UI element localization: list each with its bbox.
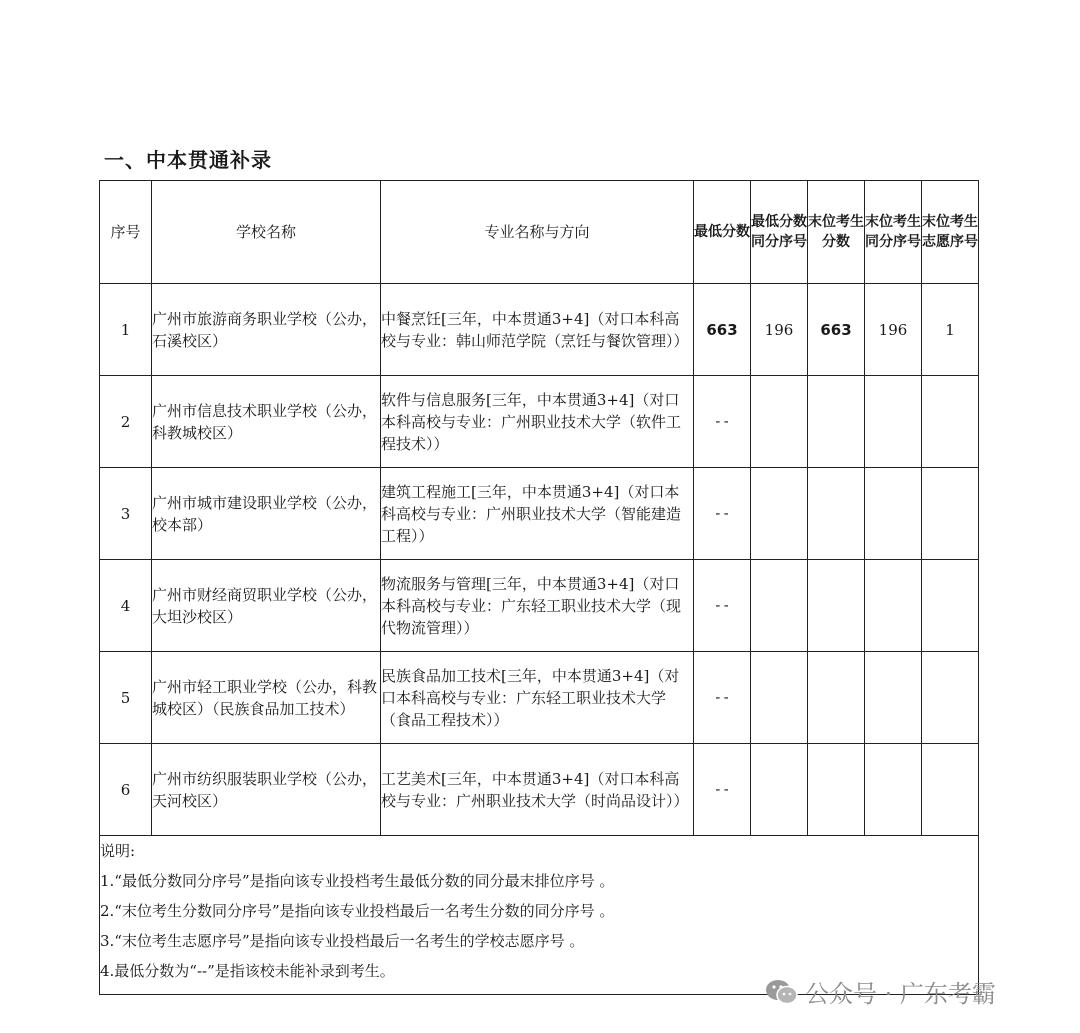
cell-min-rank bbox=[751, 376, 808, 468]
cell-min-rank bbox=[751, 652, 808, 744]
cell-major: 物流服务与管理[三年，中本贯通3+4]（对口本科高校与专业：广东轻工职业技术大学（现代物流管理）） bbox=[381, 560, 694, 652]
header-last-rank: 末位考生同分序号 bbox=[865, 181, 922, 284]
cell-last-rank: 196 bbox=[865, 284, 922, 376]
cell-last-pref bbox=[922, 468, 979, 560]
cell-min-score: -- bbox=[694, 560, 751, 652]
cell-major: 软件与信息服务[三年，中本贯通3+4]（对口本科高校与专业：广州职业技术大学（软件工程技术）） bbox=[381, 376, 694, 468]
admission-table bbox=[99, 180, 979, 995]
cell-last-pref bbox=[922, 560, 979, 652]
cell-major: 建筑工程施工[三年，中本贯通3+4]（对口本科高校与专业：广州职业技术大学（智能建造工程）） bbox=[381, 468, 694, 560]
header-min-score: 最低分数 bbox=[694, 181, 751, 284]
table-row bbox=[100, 560, 979, 652]
cell-min-rank bbox=[751, 560, 808, 652]
cell-last-score: 663 bbox=[808, 284, 865, 376]
cell-min-rank bbox=[751, 744, 808, 836]
cell-min-rank bbox=[751, 468, 808, 560]
header-major: 专业名称与方向 bbox=[381, 181, 694, 284]
notes-cell bbox=[100, 836, 979, 995]
cell-last-pref bbox=[922, 652, 979, 744]
header-last-pref: 末位考生志愿序号 bbox=[922, 181, 979, 284]
note-line: 4.最低分数为“--”是指该校未能补录到考生。 bbox=[100, 962, 395, 980]
cell-major: 民族食品加工技术[三年，中本贯通3+4]（对口本科高校与专业：广东轻工职业技术大学（食品工程技术）） bbox=[381, 652, 694, 744]
notes-title: 说明: bbox=[100, 842, 136, 860]
note-line: 1.“最低分数同分序号”是指向该专业投档考生最低分数的同分最末排位序号 。 bbox=[100, 872, 615, 890]
cell-seq: 6 bbox=[100, 744, 152, 836]
cell-last-rank bbox=[865, 376, 922, 468]
cell-last-score bbox=[808, 744, 865, 836]
table-row bbox=[100, 744, 979, 836]
cell-min-score: -- bbox=[694, 652, 751, 744]
table-row bbox=[100, 376, 979, 468]
table-row bbox=[100, 652, 979, 744]
header-row bbox=[100, 181, 979, 284]
cell-seq: 1 bbox=[100, 284, 152, 376]
cell-school: 广州市信息技术职业学校（公办，科教城校区） bbox=[152, 376, 381, 468]
cell-last-rank bbox=[865, 468, 922, 560]
cell-school: 广州市纺织服装职业学校（公办，天河校区） bbox=[152, 744, 381, 836]
cell-seq: 3 bbox=[100, 468, 152, 560]
note-line: 2.“末位考生分数同分序号”是指向该专业投档最后一名考生分数的同分序号 。 bbox=[100, 902, 615, 920]
cell-major: 中餐烹饪[三年，中本贯通3+4]（对口本科高校与专业：韩山师范学院（烹饪与餐饮管理）） bbox=[381, 284, 694, 376]
cell-min-score: 663 bbox=[694, 284, 751, 376]
cell-min-rank: 196 bbox=[751, 284, 808, 376]
cell-last-pref bbox=[922, 744, 979, 836]
notes-row bbox=[100, 836, 979, 995]
cell-last-score bbox=[808, 468, 865, 560]
cell-min-score: -- bbox=[694, 376, 751, 468]
section-title: 一、中本贯通补录 bbox=[104, 148, 272, 172]
cell-school: 广州市轻工职业学校（公办，科教城校区）（民族食品加工技术） bbox=[152, 652, 381, 744]
cell-last-rank bbox=[865, 560, 922, 652]
header-last-score: 末位考生分数 bbox=[808, 181, 865, 284]
note-line: 3.“末位考生志愿序号”是指向该专业投档最后一名考生的学校志愿序号 。 bbox=[100, 932, 585, 950]
cell-last-pref: 1 bbox=[922, 284, 979, 376]
cell-min-score: -- bbox=[694, 468, 751, 560]
table-row bbox=[100, 468, 979, 560]
cell-seq: 2 bbox=[100, 376, 152, 468]
cell-school: 广州市城市建设职业学校（公办，校本部） bbox=[152, 468, 381, 560]
header-min-rank: 最低分数同分序号 bbox=[751, 181, 808, 284]
cell-school: 广州市旅游商务职业学校（公办，石溪校区） bbox=[152, 284, 381, 376]
watermark-text: 公众号 · 广东考霸 bbox=[805, 980, 996, 1008]
cell-last-score bbox=[808, 560, 865, 652]
cell-major: 工艺美术[三年，中本贯通3+4]（对口本科高校与专业：广州职业技术大学（时尚品设计）） bbox=[381, 744, 694, 836]
cell-last-rank bbox=[865, 744, 922, 836]
cell-last-score bbox=[808, 376, 865, 468]
wechat-icon bbox=[765, 978, 799, 1006]
header-seq: 序号 bbox=[100, 181, 152, 284]
table-row bbox=[100, 284, 979, 376]
header-school: 学校名称 bbox=[152, 181, 381, 284]
watermark bbox=[765, 974, 996, 1009]
cell-last-score bbox=[808, 652, 865, 744]
cell-seq: 4 bbox=[100, 560, 152, 652]
cell-last-rank bbox=[865, 652, 922, 744]
cell-seq: 5 bbox=[100, 652, 152, 744]
cell-last-pref bbox=[922, 376, 979, 468]
cell-school: 广州市财经商贸职业学校（公办，大坦沙校区） bbox=[152, 560, 381, 652]
cell-min-score: -- bbox=[694, 744, 751, 836]
